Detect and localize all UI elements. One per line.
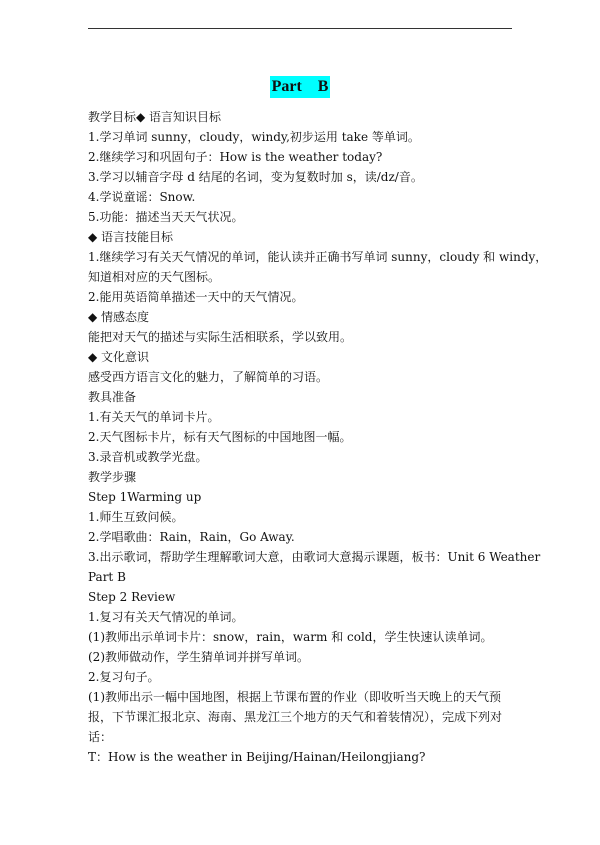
title-container: [0, 76, 600, 98]
text-line: 2.学唱歌曲：Rain，Rain，Go Away.: [88, 530, 295, 544]
text-line: 话：: [88, 730, 113, 744]
page-title: Part B: [270, 76, 331, 98]
text-line: 5.功能：描述当天天气状况。: [88, 210, 244, 224]
text-line: 3.出示歌词，帮助学生理解歌词大意，由歌词大意揭示课题，板书：Unit 6 Weather: [88, 550, 541, 564]
text-line: T：How is the weather in Beijing/Hainan/Heilongjiang?: [88, 750, 426, 764]
header-rule: [88, 28, 512, 29]
text-line: 2.天气图标卡片，标有天气图标的中国地图一幅。: [88, 430, 352, 444]
text-line: 2.继续学习和巩固句子：How is the weather today?: [88, 150, 383, 164]
text-line: 感受西方语言文化的魅力，了解简单的习语。: [88, 370, 329, 384]
text-line: Part B: [88, 570, 126, 584]
document-body: [88, 107, 548, 767]
text-line: (1)教师出示一幅中国地图，根据上节课布置的作业（即收听当天晚上的天气预: [88, 690, 502, 704]
text-line: 知道相对应的天气图标。: [88, 270, 221, 284]
text-line: 1.继续学习有关天气情况的单词，能认读并正确书写单词 sunny，cloudy 和 windy，: [88, 250, 548, 264]
text-line: 2.能用英语简单描述一天中的天气情况。: [88, 290, 304, 304]
text-line: 1.复习有关天气情况的单词。: [88, 610, 244, 624]
text-line: 能把对天气的描述与实际生活相联系，学以致用。: [88, 330, 353, 344]
text-line: Step 1Warming up: [88, 490, 202, 504]
text-line: (2)教师做动作，学生猜单词并拼写单词。: [88, 650, 309, 664]
text-line: 3.录音机或教学光盘。: [88, 450, 208, 464]
text-line: 1.有关天气的单词卡片。: [88, 410, 220, 424]
text-line: 2.复习句子。: [88, 670, 160, 684]
text-line: 教学目标◆ 语言知识目标: [88, 110, 222, 124]
text-line: ◆ 语言技能目标: [88, 230, 174, 244]
text-line: 教具准备: [88, 390, 137, 404]
text-line: 教学步骤: [88, 470, 137, 484]
text-line: ◆ 情感态度: [88, 310, 150, 324]
text-line: 3.学习以辅音字母 d 结尾的名词，变为复数时加 s，读/dz/音。: [88, 170, 423, 184]
text-line: 1.师生互致问候。: [88, 510, 184, 524]
text-line: Step 2 Review: [88, 590, 176, 604]
text-line: ◆ 文化意识: [88, 350, 150, 364]
text-line: (1)教师出示单词卡片：snow，rain，warm 和 cold，学生快速认读单词。: [88, 630, 493, 644]
text-line: 报，下节课汇报北京、海南、黑龙江三个地方的天气和着装情况），完成下列对: [88, 710, 503, 724]
text-line: 4.学说童谣：Snow.: [88, 190, 196, 204]
text-line: 1.学习单词 sunny，cloudy，windy,初步运用 take 等单词。: [88, 130, 420, 144]
